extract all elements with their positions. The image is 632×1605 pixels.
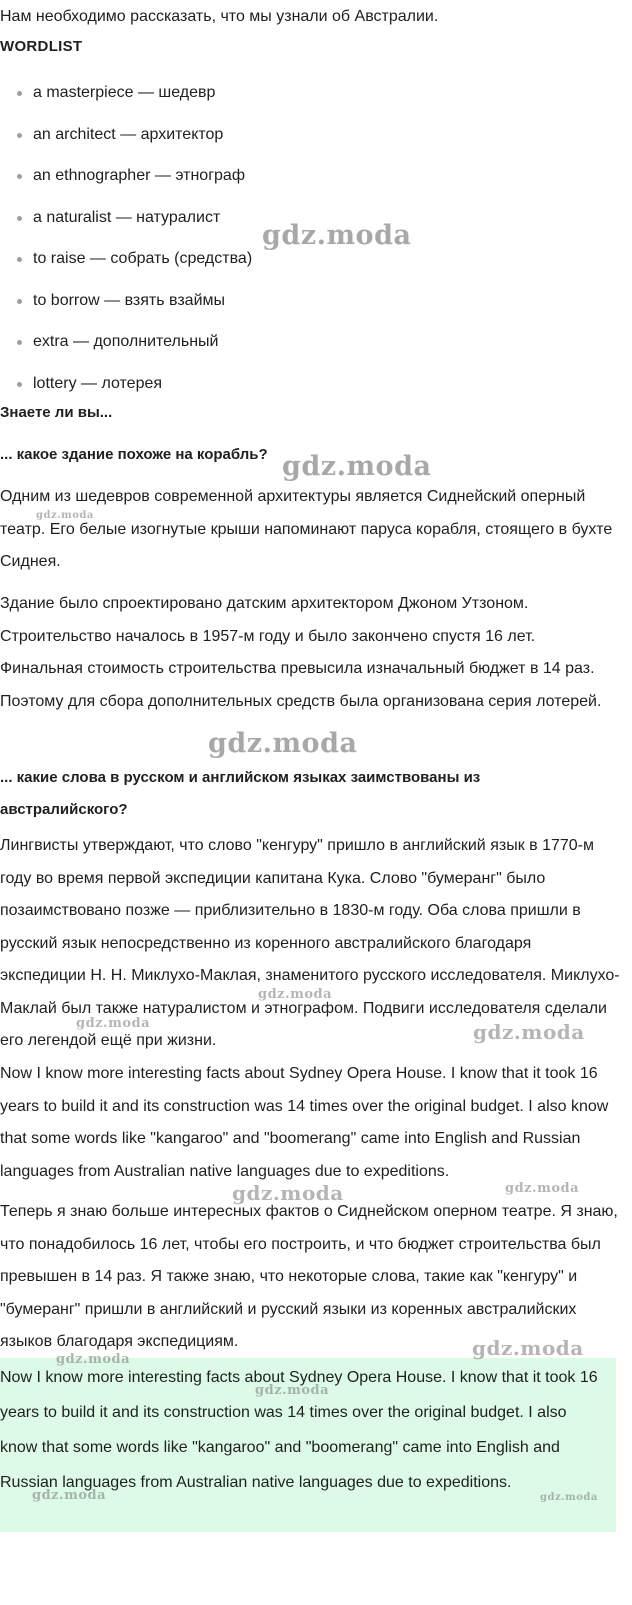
- watermark: gdz.moda: [56, 1352, 131, 1367]
- wordlist-item-text: to raise — собрать (средства): [33, 250, 253, 267]
- wordlist-item: [0, 207, 252, 249]
- watermark: gdz.moda: [540, 1492, 598, 1503]
- watermark: gdz.moda: [36, 510, 94, 521]
- wordlist-item: [0, 290, 252, 332]
- watermark: gdz.moda: [282, 451, 432, 482]
- bullet-icon: [17, 340, 22, 345]
- bullet-icon: [17, 174, 22, 179]
- wordlist-item: [0, 248, 252, 290]
- bullet-icon: [17, 91, 22, 96]
- did-you-know-heading: Знаете ли вы...: [0, 404, 113, 421]
- watermark: gdz.moda: [258, 987, 333, 1002]
- watermark: gdz.moda: [262, 220, 412, 251]
- wordlist-heading: WORDLIST: [0, 38, 83, 55]
- answer-russian: Теперь я знаю больше интересных фактов о Сиднейском оперном театре. Я знаю, что понадобилось 16 лет, чтобы его построить, и что бюджет строительства был превышен в 14 раз. Я также знаю, что некоторые слова, такие как "кенгуру" и "бумеранг" пришли в английский и русский языки из коренных австралийских языков благодаря экспедициям.: [0, 1203, 618, 1350]
- bullet-icon: [17, 216, 22, 221]
- watermark: gdz.moda: [76, 1016, 151, 1031]
- paragraph: Одним из шедевров современной архитектуры является Сиднейский оперный театр. Его белые изогнутые крыши напоминают паруса корабля, стоящего в бухте Сиднея.: [0, 488, 613, 570]
- highlighted-answer-text: Now I know more interesting facts about Sydney Opera House. I know that it took 16 years to build it and its construction was 14 times over the original budget. I also know that some words like "kangaroo" and "boomerang" came into English and Russian languages from Australian native languages due to expeditions.: [0, 1369, 598, 1491]
- wordlist-item-text: lottery — лотерея: [33, 374, 163, 392]
- watermark: gdz.moda: [255, 1383, 330, 1398]
- question-heading: ... какие слова в русском и английском языках заимствованы из австралийского?: [0, 769, 481, 818]
- intro-text: Нам необходимо рассказать, что мы узнали об Австралии.: [0, 8, 439, 25]
- wordlist-item-text: to borrow — взять взаймы: [33, 291, 226, 309]
- watermark: gdz.moda: [473, 1020, 585, 1044]
- bullet-icon: [17, 299, 22, 304]
- wordlist-item: [0, 124, 252, 166]
- watermark: gdz.moda: [32, 1488, 107, 1503]
- wordlist-item-text: a masterpiece — шедевр: [33, 84, 216, 101]
- wordlist-item-text: extra — дополнительный: [33, 333, 219, 350]
- question-heading: ... какое здание похоже на корабль?: [0, 446, 268, 463]
- paragraph: Лингвисты утверждают, что слово "кенгуру" пришло в английский язык в 1770-м году во время первой экспедиции капитана Кука. Слово "бумеранг" было позаимствовано позже — приблизительно в 1830-м году. Оба слова пришли в русский язык непосредственно из коренного австралийского благодаря экспедиции Н. Н. Миклухо-Маклая, знаменитого русского исследователя. Миклухо-Маклай был также натуралистом и этнографом. Подвиги исследователя сделали его легендой ещё при жизни.: [0, 837, 620, 1049]
- wordlist-item-text: an architect — архитектор: [33, 125, 224, 143]
- wordlist-item-text: a naturalist — натуралист: [33, 208, 221, 226]
- wordlist-item-text: an ethnographer — этнограф: [33, 167, 245, 184]
- wordlist-item: [0, 82, 252, 124]
- answer-english: Now I know more interesting facts about Sydney Opera House. I know that it took 16 years to build it and its construction was 14 times over the original budget. I also know that some words like "kangaroo" and "boomerang" came into English and Russian languages from Australian native languages due to expeditions.: [0, 1065, 609, 1181]
- wordlist-item: [0, 331, 252, 373]
- bullet-icon: [17, 257, 22, 262]
- watermark: gdz.moda: [232, 1181, 344, 1205]
- watermark: gdz.moda: [472, 1336, 584, 1360]
- bullet-icon: [17, 382, 22, 387]
- watermark: gdz.moda: [208, 728, 358, 759]
- watermark: gdz.moda: [505, 1181, 580, 1196]
- wordlist: [0, 82, 252, 414]
- paragraph: Здание было спроектировано датским архитектором Джоном Утзоном. Строительство началось в 1957-м году и было закончено спустя 16 лет. Финальная стоимость строительства превысила изначальный бюджет в 14 раз. Поэтому для сбора дополнительных средств была организована серия лотерей.: [0, 595, 602, 710]
- wordlist-item: [0, 165, 252, 207]
- bullet-icon: [17, 133, 22, 138]
